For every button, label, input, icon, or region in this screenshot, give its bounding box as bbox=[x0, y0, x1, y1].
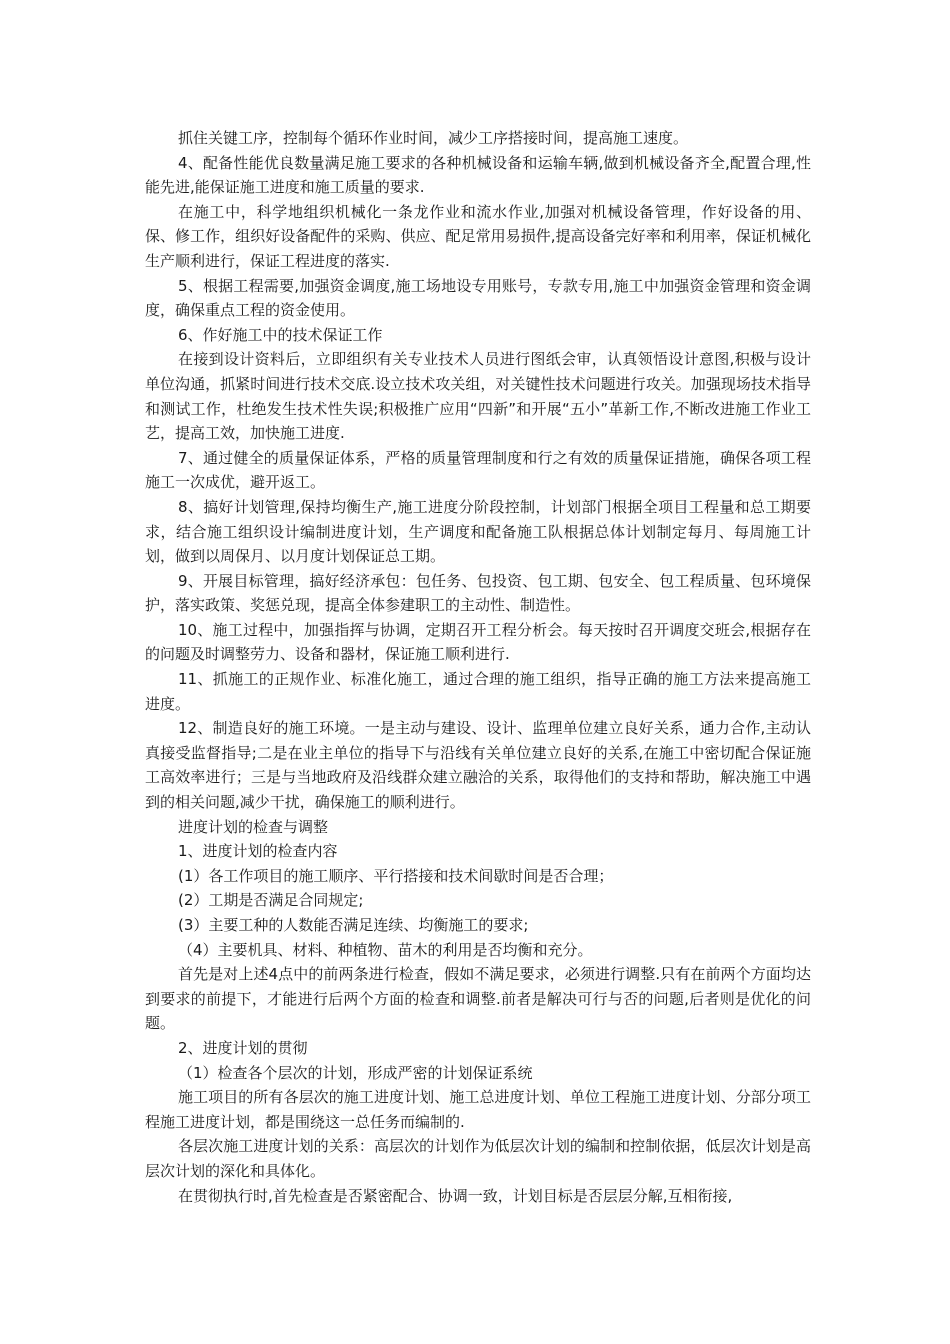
paragraph: 施工项目的所有各层次的施工进度计划、施工总进度计划、单位工程施工进度计划、分部分项工程施工进度计划，都是围绕这一总任务而编制的. bbox=[145, 1088, 811, 1131]
paragraph: 在施工中，科学地组织机械化一条龙作业和流水作业,加强对机械设备管理，作好设备的用、保、修工作，组织好设备配件的采购、供应、配足常用易损件,提高设备完好率和利用率，保证机械化生产顺利进行，保证工程进度的落实. bbox=[145, 202, 811, 270]
paragraph: 在接到设计资料后，立即组织有关专业技术人员进行图纸会审，认真领悟设计意图,积极与设计单位沟通，抓紧时间进行技术交底.设立技术攻关组，对关键性技术问题进行攻关。加强现场技术指导和测试工作，杜绝发生技术性失误;积极推广应用“四新”和开展“五小”革新工作,不断改进施工作业工艺，提高工效，加快施工进度. bbox=[145, 350, 811, 443]
list-item: (1）各工作项目的施工顺序、平行搭接和技术间歇时间是否合理； bbox=[178, 866, 614, 885]
document-body bbox=[145, 126, 811, 1208]
subsection-heading: 2、进度计划的贯彻 bbox=[178, 1038, 308, 1057]
paragraph: 抓住关键工序，控制每个循环作业时间，减少工序搭接时间，提高施工速度。 bbox=[178, 129, 689, 147]
list-item: (3）主要工种的人数能否满足连续、均衡施工的要求; bbox=[178, 916, 529, 934]
paragraph: 8、搞好计划管理,保持均衡生产,施工进度分阶段控制，计划部门根据全项目工程量和总工期要求，结合施工组织设计编制进度计划，生产调度和配备施工队根据总体计划制定每月、每周施工计划，做到以周保月、以月度计划保证总工期。 bbox=[145, 497, 811, 566]
paragraph: 9、开展目标管理，搞好经济承包：包任务、包投资、包工期、包安全、包工程质量、包环境保护，落实政策、奖惩兑现，提高全体参建职工的主动性、制造性。 bbox=[145, 571, 811, 615]
section-heading: 进度计划的检查与调整 bbox=[178, 817, 329, 836]
subsection-heading: 1、进度计划的检查内容 bbox=[178, 842, 338, 861]
list-item: （4）主要机具、材料、种植物、苗木的利用是否均衡和充分。 bbox=[178, 940, 593, 959]
list-item: （1）检查各个层次的计划，形成严密的计划保证系统 bbox=[178, 1063, 533, 1082]
paragraph: 首先是对上述4点中的前两条进行检查，假如不满足要求，必须进行调整.只有在前两个方面均达到要求的前提下，才能进行后两个方面的检查和调整.前者是解决可行与否的问题,后者则是优化的问题。 bbox=[145, 965, 811, 1033]
paragraph: 在贯彻执行时,首先检查是否紧密配合、协调一致，计划目标是否层层分解,互相衔接, bbox=[178, 1186, 733, 1205]
paragraph: 6、作好施工中的技术保证工作 bbox=[178, 325, 383, 344]
list-item: (2）工期是否满足合同规定; bbox=[178, 891, 364, 910]
paragraph: 4、配备性能优良数量满足施工要求的各种机械设备和运输车辆,做到机械设备齐全,配置合理,性能先进,能保证施工进度和施工质量的要求. bbox=[145, 153, 811, 197]
paragraph: 7、通过健全的质量保证体系，严格的质量管理制度和行之有效的质量保证措施，确保各项工程施工一次成优，避开返工。 bbox=[145, 448, 811, 492]
paragraph: 5、根据工程需要,加强资金调度,施工场地设专用账号，专款专用,施工中加强资金管理和资金调度，确保重点工程的资金使用。 bbox=[145, 276, 811, 320]
paragraph: 10、施工过程中，加强指挥与协调，定期召开工程分析会。每天按时召开调度交班会,根据存在的问题及时调整劳力、设备和器材，保证施工顺利进行. bbox=[145, 620, 811, 664]
paragraph: 11、抓施工的正规作业、标准化施工，通过合理的施工组织，指导正确的施工方法来提高施工进度。 bbox=[145, 670, 811, 713]
paragraph: 12、制造良好的施工环境。一是主动与建设、设计、监理单位建立良好关系，通力合作,主动认真接受监督指导;二是在业主单位的指导下与沿线有关单位建立良好的关系,在施工中密切配合保证施工高效率进行；三是与当地政府及沿线群众建立融洽的关系，取得他们的支持和帮助，解决施工中遇到的相关问题,减少干扰，确保施工的顺利进行。 bbox=[145, 719, 811, 812]
paragraph: 各层次施工进度计划的关系：高层次的计划作为低层次计划的编制和控制依据，低层次计划是高层次计划的深化和具体化。 bbox=[145, 1137, 811, 1180]
